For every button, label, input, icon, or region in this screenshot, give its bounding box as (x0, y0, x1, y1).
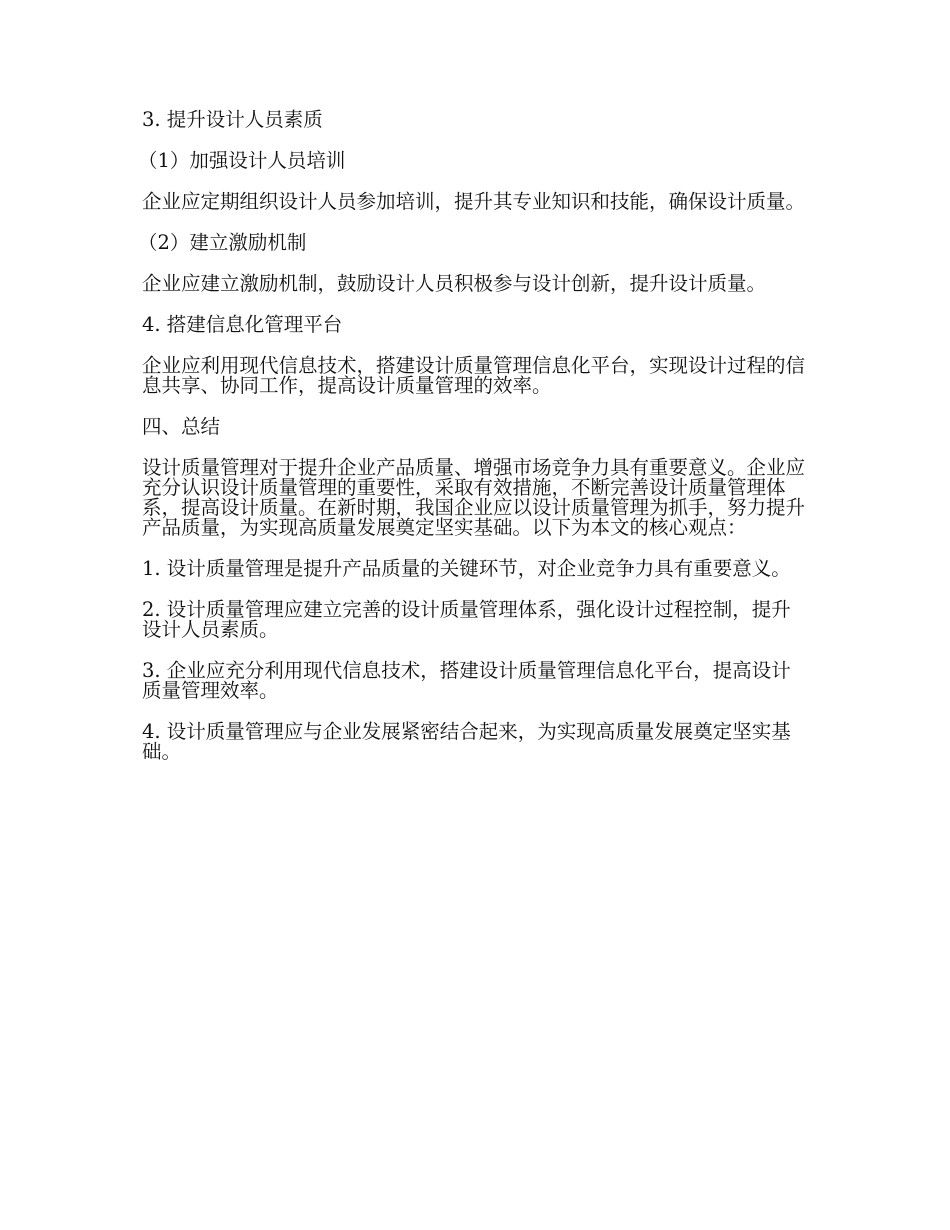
subheading-incentive: （2）建立激励机制 (138, 231, 307, 254)
section-heading-3: 3. 提升设计人员素质 (142, 108, 323, 131)
paragraph-incentive: 企业应建立激励机制，鼓励设计人员积极参与设计创新，提升设计质量。 (142, 272, 767, 295)
section-heading-summary: 四、总结 (142, 415, 221, 438)
core-point-3: 3. 企业应充分利用现代信息技术，搭建设计质量管理信息化平台，提高设计质量管理效率。 (142, 659, 791, 702)
subheading-training: （1）加强设计人员培训 (138, 149, 346, 172)
core-point-2: 2. 设计质量管理应建立完善的设计质量管理体系，强化设计过程控制，提升设计人员素质。 (142, 598, 791, 641)
core-point-4: 4. 设计质量管理应与企业发展紧密结合起来，为实现高质量发展奠定坚实基础。 (142, 720, 791, 763)
core-point-1: 1. 设计质量管理是提升产品质量的关键环节，对企业竞争力具有重要意义。 (142, 557, 791, 580)
document-body (138, 108, 808, 783)
section-heading-4: 4. 搭建信息化管理平台 (142, 313, 343, 336)
paragraph-summary: 设计质量管理对于提升企业产品质量、增强市场竞争力具有重要意义。企业应充分认识设计质量管理的重要性，采取有效措施，不断完善设计质量管理体系，提高设计质量。在新时期，我国企业应以设计质量管理为抓手，努力提升产品质量，为实现高质量发展奠定坚实基础。以下为本文的核心观点： (142, 456, 806, 539)
paragraph-training: 企业应定期组织设计人员参加培训，提升其专业知识和技能，确保设计质量。 (142, 190, 806, 213)
paragraph-platform: 企业应利用现代信息技术，搭建设计质量管理信息化平台，实现设计过程的信息共享、协同工作，提高设计质量管理的效率。 (142, 354, 806, 397)
